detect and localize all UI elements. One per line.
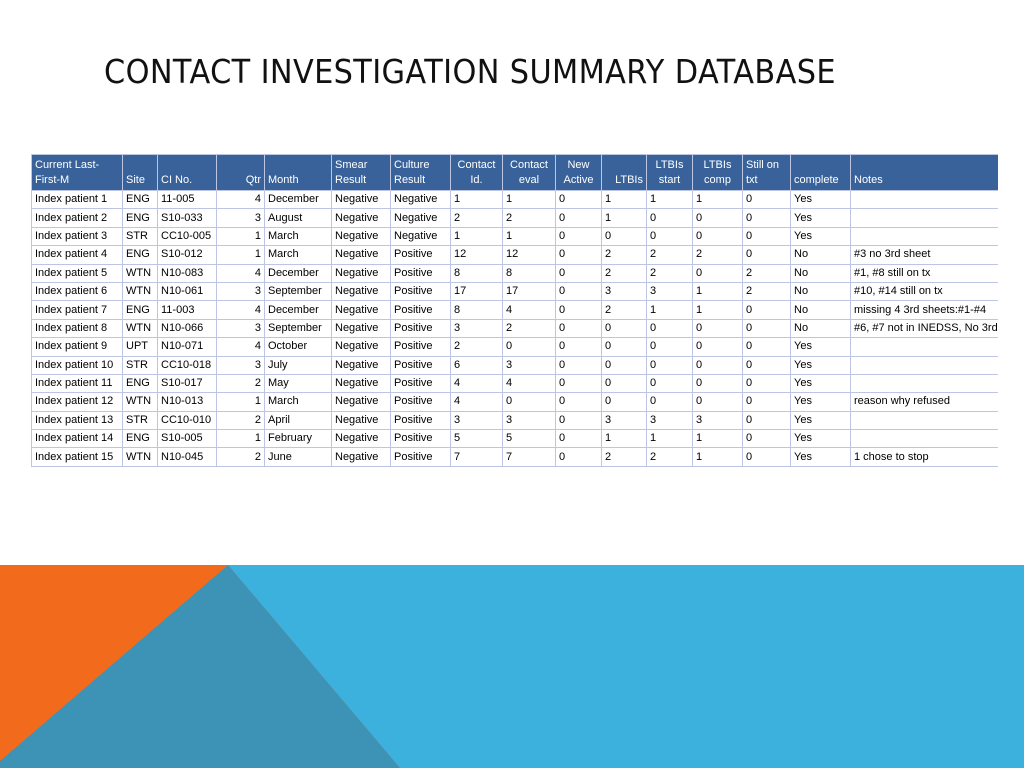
cell-contact-eval: 0 [503, 393, 556, 411]
cell-month: April [265, 411, 332, 429]
cell-month: December [265, 191, 332, 209]
cell-ci-no: N10-045 [158, 448, 217, 466]
cell-site: ENG [123, 191, 158, 209]
cell-ltbis-start: 1 [647, 430, 693, 448]
cell-name: Index patient 11 [32, 374, 123, 392]
cell-ltbis-start: 0 [647, 338, 693, 356]
cell-contact-id: 1 [451, 191, 503, 209]
cell-smear-result: Negative [332, 264, 391, 282]
cell-contact-eval: 5 [503, 430, 556, 448]
cell-smear-result: Negative [332, 393, 391, 411]
cell-culture-result: Positive [391, 448, 451, 466]
cell-ltbis: 0 [602, 338, 647, 356]
cell-new-active: 0 [556, 411, 602, 429]
cell-ltbis-comp: 0 [693, 227, 743, 245]
cell-new-active: 0 [556, 319, 602, 337]
table-row [32, 356, 999, 374]
cell-still-on-txt: 2 [743, 264, 791, 282]
cell-contact-id: 7 [451, 448, 503, 466]
cell-qtr: 1 [217, 430, 265, 448]
col-header-qtr: Qtr [217, 155, 265, 191]
cell-contact-eval: 2 [503, 209, 556, 227]
cell-site: WTN [123, 264, 158, 282]
cell-culture-result: Positive [391, 301, 451, 319]
cell-site: STR [123, 411, 158, 429]
cell-contact-eval: 8 [503, 264, 556, 282]
cell-complete: Yes [791, 448, 851, 466]
cell-month: June [265, 448, 332, 466]
cell-site: WTN [123, 319, 158, 337]
cell-ltbis-start: 0 [647, 356, 693, 374]
cell-ltbis-comp: 1 [693, 282, 743, 300]
cell-culture-result: Positive [391, 246, 451, 264]
cell-ci-no: N10-066 [158, 319, 217, 337]
cell-contact-eval: 12 [503, 246, 556, 264]
cell-notes: #6, #7 not in INEDSS, No 3rd [851, 319, 999, 337]
col-header-ltbis-start: LTBIs start [647, 155, 693, 191]
cell-qtr: 1 [217, 227, 265, 245]
cell-ltbis: 1 [602, 191, 647, 209]
cell-ltbis-start: 2 [647, 448, 693, 466]
cell-ltbis-comp: 2 [693, 246, 743, 264]
cell-ltbis: 3 [602, 282, 647, 300]
cell-still-on-txt: 0 [743, 191, 791, 209]
cell-ltbis: 1 [602, 209, 647, 227]
cell-culture-result: Positive [391, 356, 451, 374]
cell-ltbis-start: 3 [647, 282, 693, 300]
cell-notes: #1, #8 still on tx [851, 264, 999, 282]
col-header-contact-id: Contact Id. [451, 155, 503, 191]
cell-smear-result: Negative [332, 191, 391, 209]
cell-notes [851, 430, 999, 448]
cell-smear-result: Negative [332, 411, 391, 429]
cell-new-active: 0 [556, 191, 602, 209]
cell-month: February [265, 430, 332, 448]
cell-still-on-txt: 0 [743, 227, 791, 245]
cell-ltbis: 0 [602, 227, 647, 245]
cell-ci-no: N10-083 [158, 264, 217, 282]
cell-ltbis-start: 0 [647, 209, 693, 227]
cell-month: December [265, 264, 332, 282]
cell-new-active: 0 [556, 430, 602, 448]
col-header-ltbis-comp: LTBIs comp [693, 155, 743, 191]
cell-ci-no: S10-017 [158, 374, 217, 392]
cell-qtr: 4 [217, 338, 265, 356]
cell-contact-id: 3 [451, 411, 503, 429]
cell-site: ENG [123, 374, 158, 392]
table-row [32, 209, 999, 227]
col-header-new-active: New Active [556, 155, 602, 191]
cell-contact-id: 2 [451, 209, 503, 227]
cell-notes [851, 374, 999, 392]
cell-ltbis-start: 1 [647, 301, 693, 319]
cell-still-on-txt: 0 [743, 319, 791, 337]
table-row [32, 430, 999, 448]
cell-smear-result: Negative [332, 209, 391, 227]
table-header-row [32, 155, 999, 191]
table-row [32, 191, 999, 209]
cell-complete: Yes [791, 191, 851, 209]
cell-ltbis: 3 [602, 411, 647, 429]
cell-ci-no: CC10-018 [158, 356, 217, 374]
cell-still-on-txt: 0 [743, 246, 791, 264]
cell-contact-eval: 4 [503, 374, 556, 392]
cell-name: Index patient 3 [32, 227, 123, 245]
col-header-culture-result: Culture Result [391, 155, 451, 191]
cell-qtr: 4 [217, 301, 265, 319]
col-header-site: Site [123, 155, 158, 191]
table-row [32, 301, 999, 319]
cell-site: WTN [123, 282, 158, 300]
cell-complete: No [791, 246, 851, 264]
cell-culture-result: Positive [391, 374, 451, 392]
cell-ltbis-start: 0 [647, 393, 693, 411]
cell-smear-result: Negative [332, 338, 391, 356]
cell-qtr: 3 [217, 319, 265, 337]
cell-culture-result: Positive [391, 393, 451, 411]
cell-month: May [265, 374, 332, 392]
cell-ltbis-start: 0 [647, 319, 693, 337]
cell-month: December [265, 301, 332, 319]
cell-notes: #3 no 3rd sheet [851, 246, 999, 264]
cell-name: Index patient 10 [32, 356, 123, 374]
col-header-name: Current Last-First-M [32, 155, 123, 191]
cell-qtr: 1 [217, 246, 265, 264]
cell-contact-eval: 2 [503, 319, 556, 337]
cell-ltbis-comp: 0 [693, 374, 743, 392]
cell-ci-no: S10-005 [158, 430, 217, 448]
summary-table [31, 154, 998, 467]
cell-notes [851, 209, 999, 227]
cell-culture-result: Negative [391, 191, 451, 209]
cell-qtr: 4 [217, 191, 265, 209]
cell-culture-result: Positive [391, 264, 451, 282]
cell-smear-result: Negative [332, 448, 391, 466]
cell-smear-result: Negative [332, 227, 391, 245]
cell-contact-eval: 3 [503, 356, 556, 374]
cell-ltbis-comp: 0 [693, 393, 743, 411]
cell-ci-no: 11-003 [158, 301, 217, 319]
cell-qtr: 3 [217, 209, 265, 227]
table-row [32, 393, 999, 411]
table-row [32, 246, 999, 264]
col-header-contact-eval: Contact eval [503, 155, 556, 191]
cell-notes [851, 191, 999, 209]
cell-month: March [265, 227, 332, 245]
col-header-ci-no: CI No. [158, 155, 217, 191]
cell-contact-id: 8 [451, 264, 503, 282]
cell-notes [851, 338, 999, 356]
cell-ltbis: 1 [602, 430, 647, 448]
cell-complete: Yes [791, 209, 851, 227]
cell-ltbis-comp: 3 [693, 411, 743, 429]
cell-ci-no: S10-033 [158, 209, 217, 227]
cell-ci-no: N10-013 [158, 393, 217, 411]
cell-site: WTN [123, 393, 158, 411]
cell-ltbis-comp: 1 [693, 301, 743, 319]
cell-ltbis-start: 2 [647, 264, 693, 282]
cell-name: Index patient 9 [32, 338, 123, 356]
cell-name: Index patient 15 [32, 448, 123, 466]
cell-new-active: 0 [556, 246, 602, 264]
cell-name: Index patient 6 [32, 282, 123, 300]
cell-site: STR [123, 227, 158, 245]
cell-ltbis: 2 [602, 448, 647, 466]
cell-ci-no: S10-012 [158, 246, 217, 264]
cell-complete: Yes [791, 393, 851, 411]
cell-culture-result: Positive [391, 430, 451, 448]
cell-culture-result: Positive [391, 319, 451, 337]
cell-still-on-txt: 0 [743, 374, 791, 392]
cell-contact-eval: 1 [503, 227, 556, 245]
cell-ltbis-comp: 0 [693, 319, 743, 337]
cell-notes: reason why refused [851, 393, 999, 411]
table-row [32, 374, 999, 392]
cell-ltbis-start: 0 [647, 374, 693, 392]
cell-complete: Yes [791, 356, 851, 374]
cell-site: WTN [123, 448, 158, 466]
cell-qtr: 3 [217, 282, 265, 300]
cell-contact-eval: 1 [503, 191, 556, 209]
cell-ci-no: CC10-010 [158, 411, 217, 429]
cell-site: ENG [123, 301, 158, 319]
cell-complete: Yes [791, 430, 851, 448]
cell-qtr: 2 [217, 411, 265, 429]
cell-name: Index patient 8 [32, 319, 123, 337]
cell-still-on-txt: 0 [743, 393, 791, 411]
cell-complete: Yes [791, 374, 851, 392]
slide-title: CONTACT INVESTIGATION SUMMARY DATABASE [104, 52, 836, 91]
cell-ltbis-start: 1 [647, 191, 693, 209]
cell-new-active: 0 [556, 209, 602, 227]
cell-complete: No [791, 319, 851, 337]
cell-ltbis: 2 [602, 246, 647, 264]
cell-still-on-txt: 0 [743, 411, 791, 429]
cell-new-active: 0 [556, 227, 602, 245]
cell-ltbis-comp: 1 [693, 448, 743, 466]
cell-contact-id: 6 [451, 356, 503, 374]
cell-ci-no: N10-071 [158, 338, 217, 356]
cell-qtr: 3 [217, 356, 265, 374]
cell-ci-no: N10-061 [158, 282, 217, 300]
cell-new-active: 0 [556, 282, 602, 300]
cell-complete: No [791, 264, 851, 282]
cell-qtr: 4 [217, 264, 265, 282]
cell-still-on-txt: 0 [743, 430, 791, 448]
cell-month: March [265, 393, 332, 411]
cell-culture-result: Negative [391, 227, 451, 245]
cell-ltbis-start: 2 [647, 246, 693, 264]
table-row [32, 411, 999, 429]
cell-complete: Yes [791, 411, 851, 429]
cell-still-on-txt: 0 [743, 209, 791, 227]
cell-month: March [265, 246, 332, 264]
table-row [32, 282, 999, 300]
cell-culture-result: Positive [391, 338, 451, 356]
cell-name: Index patient 13 [32, 411, 123, 429]
cell-ltbis-start: 3 [647, 411, 693, 429]
cell-smear-result: Negative [332, 356, 391, 374]
cell-still-on-txt: 0 [743, 356, 791, 374]
cell-complete: No [791, 282, 851, 300]
cell-month: September [265, 319, 332, 337]
cell-still-on-txt: 0 [743, 338, 791, 356]
cell-ltbis: 0 [602, 374, 647, 392]
cell-contact-eval: 3 [503, 411, 556, 429]
cell-month: August [265, 209, 332, 227]
cell-site: ENG [123, 209, 158, 227]
cell-ci-no: 11-005 [158, 191, 217, 209]
cell-ltbis-comp: 0 [693, 264, 743, 282]
cell-new-active: 0 [556, 338, 602, 356]
cell-name: Index patient 2 [32, 209, 123, 227]
cell-ltbis-comp: 1 [693, 430, 743, 448]
cell-ltbis-comp: 1 [693, 191, 743, 209]
cell-qtr: 2 [217, 374, 265, 392]
cell-contact-id: 3 [451, 319, 503, 337]
table-body [32, 191, 999, 467]
cell-complete: Yes [791, 227, 851, 245]
cell-contact-eval: 4 [503, 301, 556, 319]
cell-ltbis: 2 [602, 301, 647, 319]
cell-ltbis-start: 0 [647, 227, 693, 245]
cell-culture-result: Negative [391, 209, 451, 227]
cell-contact-id: 12 [451, 246, 503, 264]
cell-site: UPT [123, 338, 158, 356]
cell-ltbis: 0 [602, 393, 647, 411]
cell-still-on-txt: 2 [743, 282, 791, 300]
cell-month: October [265, 338, 332, 356]
cell-smear-result: Negative [332, 374, 391, 392]
cell-site: ENG [123, 246, 158, 264]
col-header-smear-result: Smear Result [332, 155, 391, 191]
cell-smear-result: Negative [332, 282, 391, 300]
cell-new-active: 0 [556, 356, 602, 374]
cell-contact-eval: 17 [503, 282, 556, 300]
cell-name: Index patient 4 [32, 246, 123, 264]
cell-name: Index patient 1 [32, 191, 123, 209]
cell-month: July [265, 356, 332, 374]
cell-contact-id: 17 [451, 282, 503, 300]
cell-notes [851, 411, 999, 429]
cell-contact-id: 5 [451, 430, 503, 448]
col-header-ltbis: LTBIs [602, 155, 647, 191]
cell-culture-result: Positive [391, 282, 451, 300]
col-header-month: Month [265, 155, 332, 191]
cell-complete: Yes [791, 338, 851, 356]
cell-site: ENG [123, 430, 158, 448]
cell-ci-no: CC10-005 [158, 227, 217, 245]
cell-ltbis: 0 [602, 319, 647, 337]
cell-still-on-txt: 0 [743, 301, 791, 319]
cell-ltbis-comp: 0 [693, 356, 743, 374]
cell-new-active: 0 [556, 448, 602, 466]
cell-smear-result: Negative [332, 301, 391, 319]
cell-ltbis: 0 [602, 356, 647, 374]
cell-smear-result: Negative [332, 246, 391, 264]
cell-smear-result: Negative [332, 430, 391, 448]
cell-new-active: 0 [556, 264, 602, 282]
cell-new-active: 0 [556, 374, 602, 392]
cell-qtr: 2 [217, 448, 265, 466]
col-header-notes: Notes [851, 155, 999, 191]
cell-notes: #10, #14 still on tx [851, 282, 999, 300]
cell-ltbis-comp: 0 [693, 209, 743, 227]
cell-contact-id: 2 [451, 338, 503, 356]
summary-table-container [31, 154, 998, 467]
table-row [32, 448, 999, 466]
cell-notes [851, 227, 999, 245]
cell-smear-result: Negative [332, 319, 391, 337]
cell-name: Index patient 14 [32, 430, 123, 448]
cell-contact-id: 8 [451, 301, 503, 319]
cell-month: September [265, 282, 332, 300]
table-row [32, 227, 999, 245]
cell-complete: No [791, 301, 851, 319]
cell-new-active: 0 [556, 393, 602, 411]
cell-site: STR [123, 356, 158, 374]
col-header-still-on-txt: Still on txt [743, 155, 791, 191]
cell-name: Index patient 5 [32, 264, 123, 282]
cell-name: Index patient 12 [32, 393, 123, 411]
cell-notes: missing 4 3rd sheets:#1-#4 [851, 301, 999, 319]
cell-notes [851, 356, 999, 374]
cell-ltbis-comp: 0 [693, 338, 743, 356]
cell-contact-id: 4 [451, 374, 503, 392]
cell-contact-eval: 7 [503, 448, 556, 466]
cell-culture-result: Positive [391, 411, 451, 429]
table-row [32, 319, 999, 337]
cell-ltbis: 2 [602, 264, 647, 282]
cell-notes: 1 chose to stop [851, 448, 999, 466]
cell-qtr: 1 [217, 393, 265, 411]
cell-contact-eval: 0 [503, 338, 556, 356]
col-header-complete: complete [791, 155, 851, 191]
table-row [32, 338, 999, 356]
cell-contact-id: 1 [451, 227, 503, 245]
cell-still-on-txt: 0 [743, 448, 791, 466]
table-row [32, 264, 999, 282]
cell-contact-id: 4 [451, 393, 503, 411]
cell-name: Index patient 7 [32, 301, 123, 319]
cell-new-active: 0 [556, 301, 602, 319]
